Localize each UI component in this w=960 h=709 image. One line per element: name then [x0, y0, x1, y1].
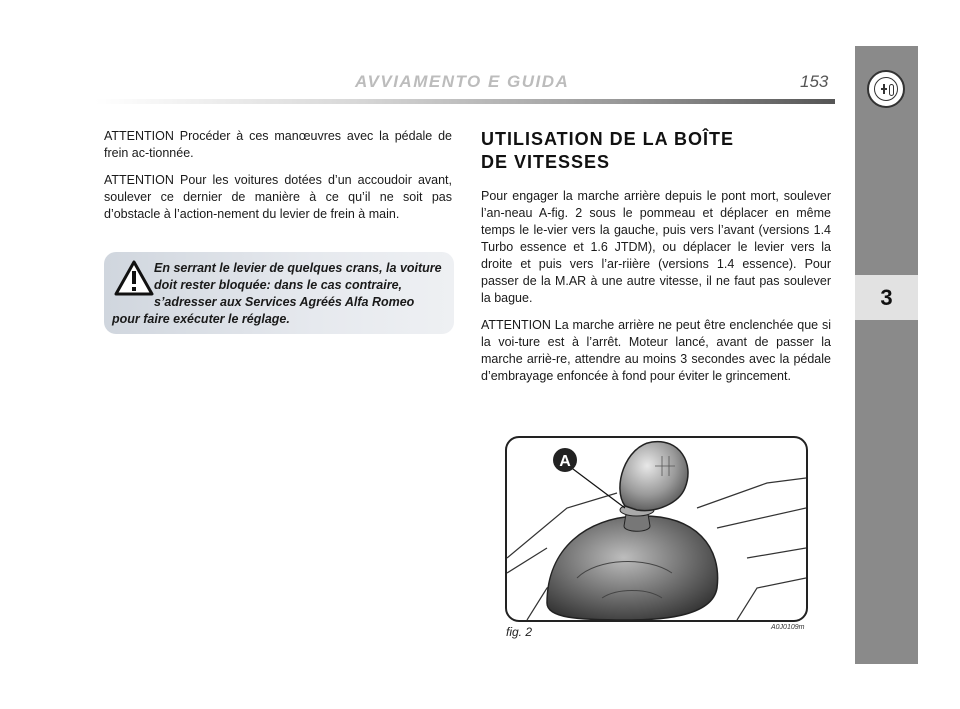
gear-lever-illustration [507, 438, 806, 620]
gear-lever-figure [505, 436, 808, 622]
section-title [481, 128, 831, 174]
warning-text [112, 260, 442, 328]
attention-paragraph-2: ATTENTION Pour les voitures dotées d’un accoudoir avant, soulever ce dernier de manière à ce qu’il ne soit pas d’obstacle à l’action-nement du levier de frein à main. [104, 173, 452, 221]
header-rule [95, 99, 835, 104]
figure-caption: fig. 2 [506, 625, 533, 639]
callout-label-a: A [559, 453, 571, 470]
figure-code: A0J0109m [771, 624, 805, 631]
right-column [481, 188, 831, 395]
chapter-side-tab [855, 46, 918, 664]
section-header-title: AVVIAMENTO E GUIDA [355, 72, 570, 91]
section-title-line-2: DE VITESSES [481, 152, 611, 172]
page-number: 153 [800, 72, 829, 91]
attention-paragraph-1: ATTENTION Procéder à ces manœuvres avec la pédale de frein ac-tionnée. [104, 129, 452, 160]
chapter-number-badge: 3 [855, 275, 918, 320]
reverse-gear-paragraph: Pour engager la marche arrière depuis le pont mort, soulever l’an-neau A-fig. 2 sous le pommeau et déplacer en même temps le le-vier vers la gauche, puis vers l’avant (versions 1.4 Turbo essence et 1.6 JTDM), ou déplacer le levier vers la droite et puis vers l’ar-riière (versions 1.4 essence). Pour passer de la M.AR à une autre vitesse, il ne faut pas soulever la bague. [481, 189, 831, 305]
warning-text-content: En serrant le levier de quelques crans, la voiture doit rester bloquée: dans le cas contraire, s’adresser aux Services Agréés Alfa Romeo pour faire exécuter le réglage. [112, 261, 442, 326]
alfa-romeo-logo-icon [867, 70, 905, 108]
attention-reverse-paragraph: ATTENTION La marche arrière ne peut être enclenchée que si la voi-ture est à l’arrêt. Moteur lancé, avant de passer la marche arriè-re, attendre au moins 3 secondes avec la pédale d’embrayage enfoncée à fond pour éviter le grincement. [481, 318, 831, 383]
left-column [104, 128, 452, 233]
section-title-line-1: UTILISATION DE LA BOÎTE [481, 129, 734, 149]
warning-box [104, 252, 454, 334]
